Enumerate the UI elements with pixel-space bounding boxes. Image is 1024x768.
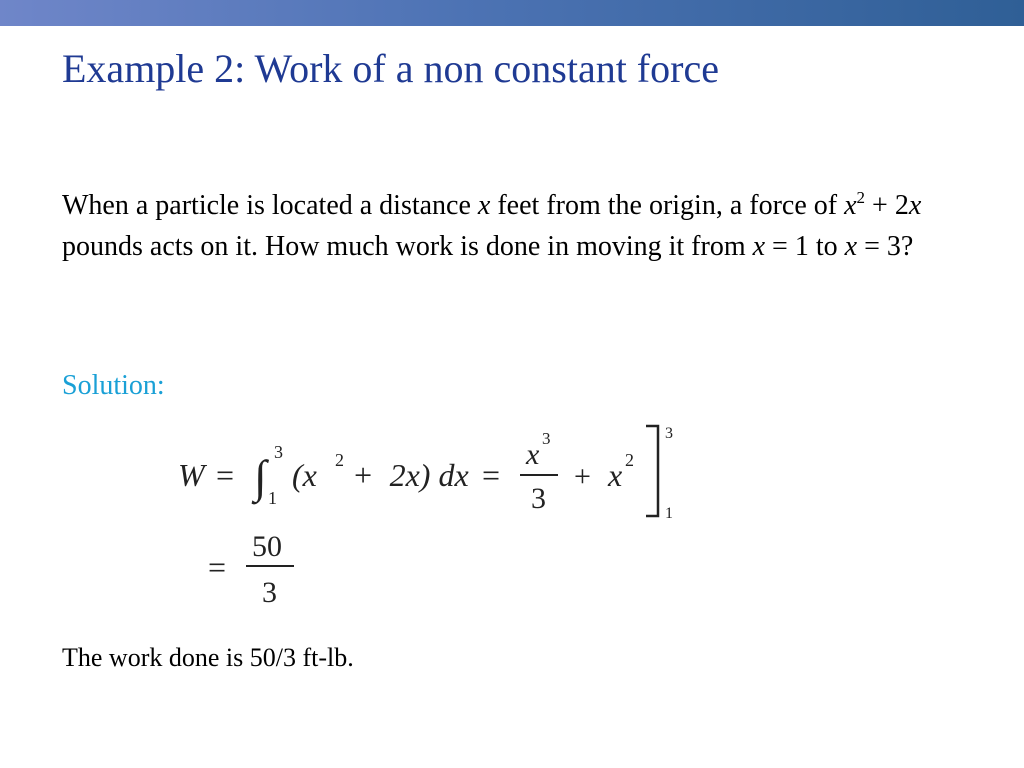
eq-integrand-square: 2 bbox=[335, 450, 344, 470]
eq-frac-numerator-x: x bbox=[526, 438, 540, 471]
eq-w: W bbox=[178, 457, 205, 493]
work-integral-equation bbox=[160, 420, 720, 620]
eq-plus: + bbox=[574, 460, 591, 493]
eq-equals-3: = bbox=[208, 549, 227, 585]
eq-eval-lower: 1 bbox=[665, 505, 673, 522]
eq-lower-limit: 1 bbox=[268, 488, 277, 508]
eq-evaluation-bracket bbox=[646, 426, 658, 516]
conclusion-text: The work done is 50/3 ft-lb. bbox=[62, 643, 354, 672]
eq-frac-numerator-cube: 3 bbox=[542, 429, 551, 448]
eq-upper-limit: 3 bbox=[274, 442, 283, 462]
top-accent-bar bbox=[0, 0, 1024, 26]
solution-label: Solution: bbox=[62, 370, 165, 401]
eq-equals-1: = bbox=[216, 457, 235, 493]
eq-equals-2: = bbox=[482, 457, 501, 493]
eq-integrand-open: (x bbox=[292, 457, 317, 493]
eq-x-term: x bbox=[608, 457, 623, 493]
problem-statement: When a particle is located a distance x feet from the origin, a force of $x^2 + 2x$ pounds acts on it. How much work is done in moving it from x = 1 to x = 3? bbox=[62, 188, 922, 262]
eq-integral-sign: ∫ bbox=[254, 451, 267, 502]
eq-x-term-square: 2 bbox=[625, 450, 634, 470]
eq-frac-denominator: 3 bbox=[531, 482, 546, 515]
eq-result-numerator: 50 bbox=[252, 530, 282, 563]
eq-result-denominator: 3 bbox=[262, 576, 277, 609]
slide-title: Example 2: Work of a non constant force bbox=[62, 46, 719, 91]
eq-integrand-rest: + 2x) dx bbox=[352, 457, 469, 493]
eq-eval-upper: 3 bbox=[665, 425, 673, 442]
